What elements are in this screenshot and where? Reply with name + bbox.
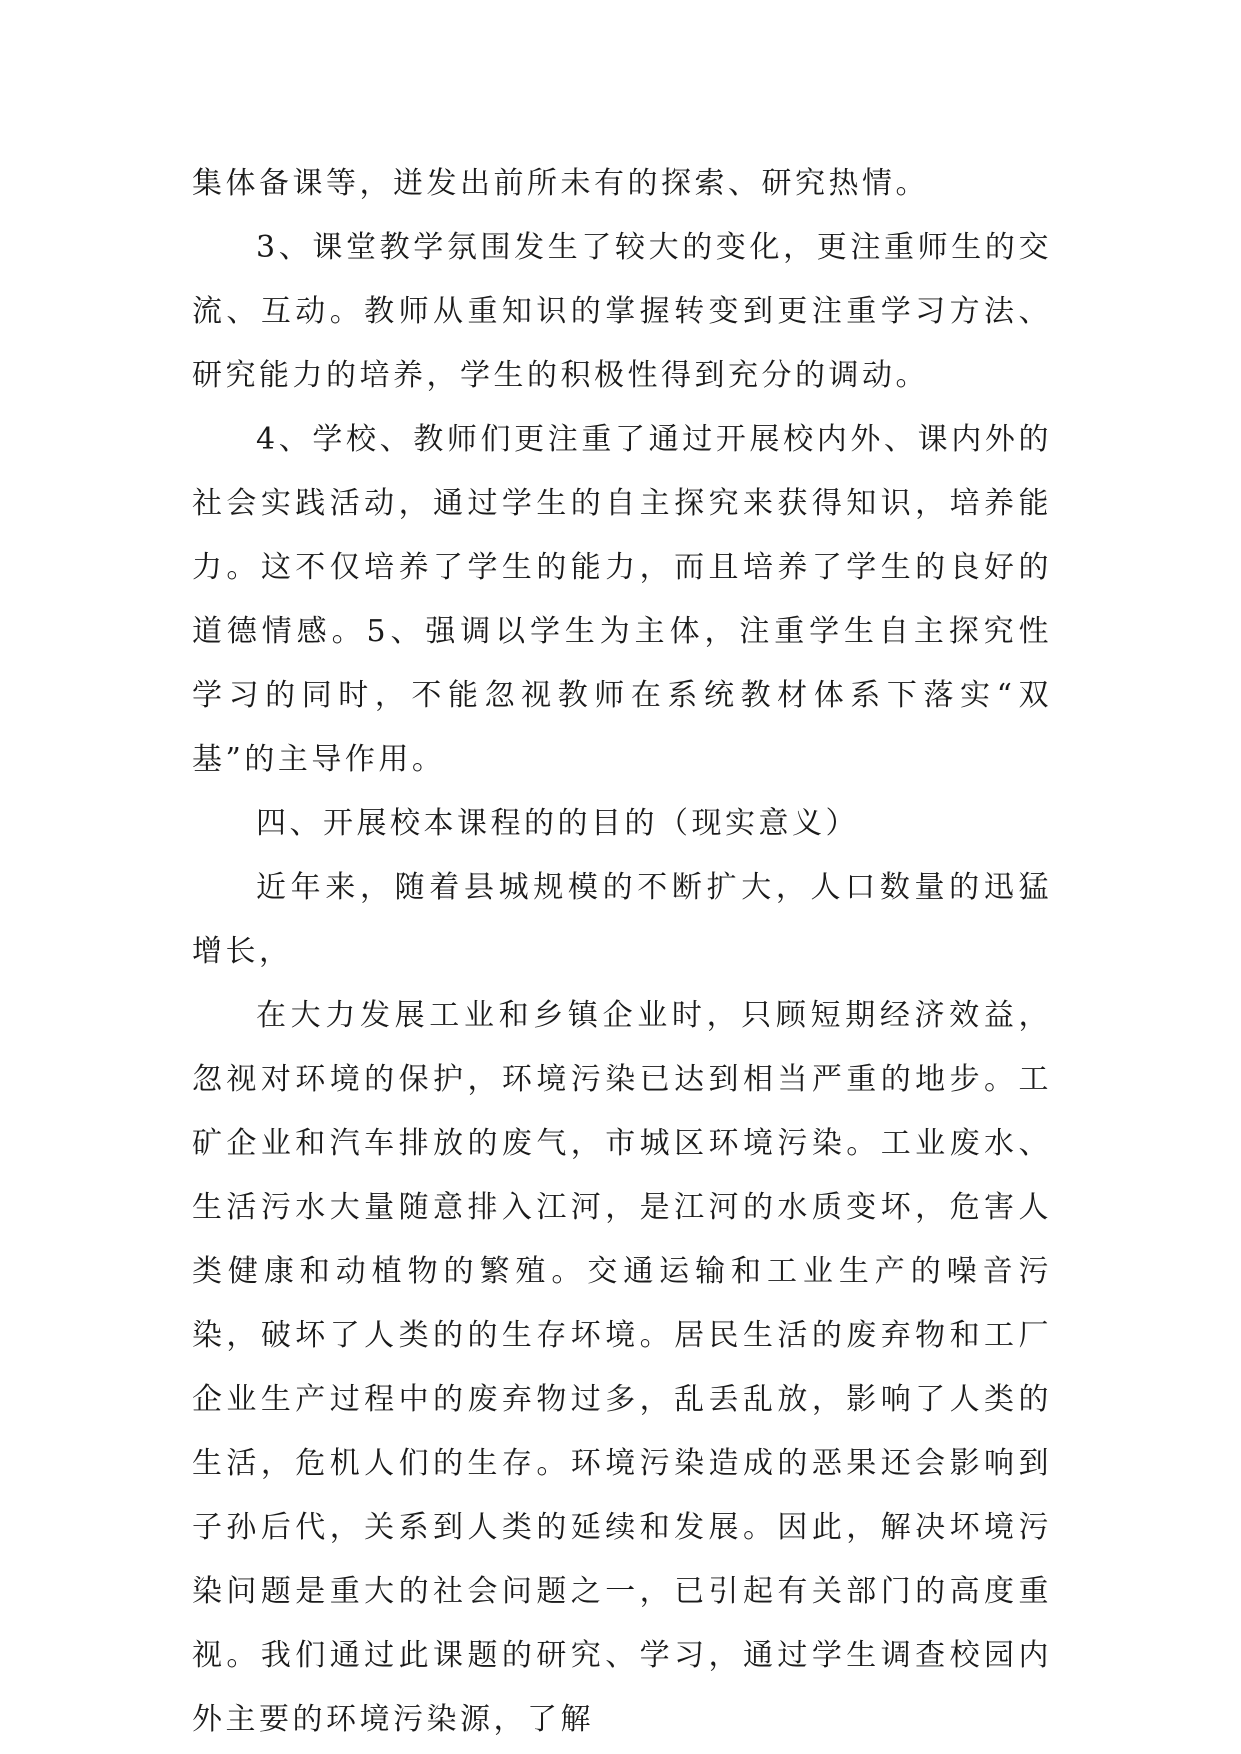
paragraph-2: 3、课堂教学氛围发生了较大的变化，更注重师生的交流、互动。教师从重知识的掌握转变到更注重学习方法、研究能力的培养，学生的积极性得到充分的调动。 — [192, 230, 1052, 393]
paragraph-1: 集体备课等，迸发出前所未有的探索、研究热情。 — [192, 166, 929, 201]
paragraph-5: 在大力发展工业和乡镇企业时，只顾短期经济效益，忽视对环境的保护，环境污染已达到相当严重的地步。工矿企业和汽车排放的废气，市城区环境污染。工业废水、生活污水大量随意排入江河，是江河的水质变坏，危害人类健康和动植物的繁殖。交通运输和工业生产的噪音污染，破坏了人类的的生存坏境。居民生活的废弃物和工厂企业生产过程中的废弃物过多，乱丢乱放，影响了人类的生活，危机人们的生存。环境污染造成的恶果还会影响到子孙后代，关系到人类的延续和发展。因此，解决坏境污染问题是重大的社会问题之一，已引起有关部门的高度重视。我们通过此课题的研究、学习，通过学生调查校园内外主要的环境污染源，了解 — [192, 998, 1052, 1737]
paragraph-4: 近年来，随着县城规模的不断扩大，人口数量的迅猛增长， — [192, 870, 1052, 969]
document-page — [192, 152, 1052, 1752]
paragraph-3: 4、学校、教师们更注重了通过开展校内外、课内外的社会实践活动，通过学生的自主探究来获得知识，培养能力。这不仅培养了学生的能力，而且培养了学生的良好的道德情感。5、强调以学生为主体，注重学生自主探究性学习的同时，不能忽视教师在系统教材体系下落实“双基”的主导作用。 — [192, 422, 1052, 777]
section-heading: 四、开展校本课程的的目的（现实意义） — [256, 806, 859, 841]
